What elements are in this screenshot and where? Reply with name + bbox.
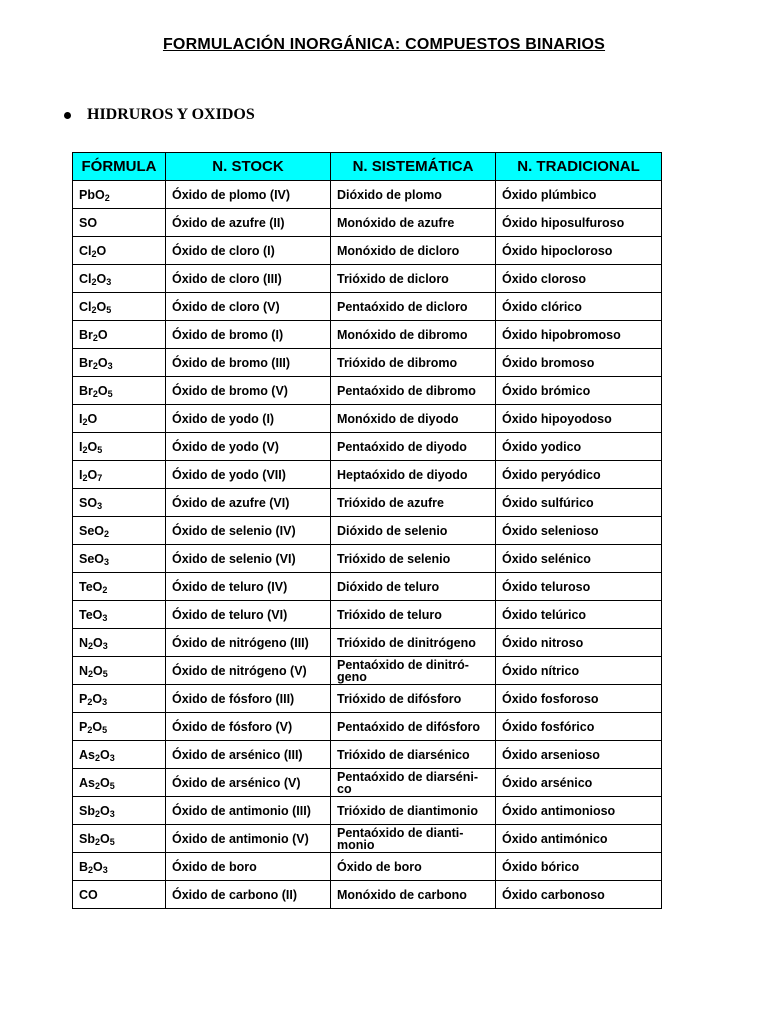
formula-subscript: 3 [104,556,110,567]
formula-subscript: 3 [102,612,108,623]
formula-symbol: O [93,859,103,874]
formula-cell [73,881,166,909]
formula-symbol: O [87,467,98,482]
formula-symbol: O [96,299,107,314]
oxides-table [72,152,662,909]
tradicional-cell: Óxido hipobromoso [496,321,662,349]
formula-cell [73,853,166,881]
formula-subscript: 5 [107,388,113,399]
stock-cell: Óxido de boro [166,853,331,881]
formula-cell [73,237,166,265]
formula-symbol: Se [79,551,95,566]
formula-cell [73,349,166,377]
formula-symbol: S [79,495,88,510]
formula-symbol: P [79,691,88,706]
stock-cell: Óxido de fósforo (III) [166,685,331,713]
formula-symbol: O [92,691,103,706]
table-row [73,461,662,489]
tradicional-cell: Óxido fosfórico [496,713,662,741]
stock-cell: Óxido de teluro (VI) [166,601,331,629]
sistematica-cell: Trióxido de diantimonio [331,797,496,825]
formula-subscript: 2 [94,780,100,791]
stock-cell: Óxido de yodo (VII) [166,461,331,489]
formula-cell [73,265,166,293]
stock-cell: Óxido de cloro (V) [166,293,331,321]
formula-symbol: O [100,775,110,790]
tradicional-cell: Óxido hipocloroso [496,237,662,265]
sistematica-cell: Trióxido de teluro [331,601,496,629]
formula-cell [73,433,166,461]
formula-subscript: 3 [109,752,115,763]
sistematica-cell: Monóxido de dicloro [331,237,496,265]
table-row [73,181,662,209]
stock-cell: Óxido de nitrógeno (III) [166,629,331,657]
formula-subscript: 5 [106,304,112,315]
formula-symbol: Te [79,579,93,594]
table-row [73,713,662,741]
bullet-icon [64,112,71,119]
formula-subscript: 5 [102,724,108,735]
stock-cell: Óxido de cloro (III) [166,265,331,293]
sistematica-cell: Pentaóxido de dibromo [331,377,496,405]
stock-cell: Óxido de yodo (V) [166,433,331,461]
formula-symbol: O [94,187,105,202]
table-row [73,517,662,545]
stock-cell: Óxido de arsénico (III) [166,741,331,769]
table-row [73,237,662,265]
sistematica-cell: Trióxido de azufre [331,489,496,517]
tradicional-cell: Óxido nitroso [496,629,662,657]
formula-subscript: 2 [88,668,94,679]
table-row [73,853,662,881]
table-header-row [73,153,662,181]
tradicional-cell: Óxido selenioso [496,517,662,545]
sistematica-cell: Pentaóxido de dicloro [331,293,496,321]
tradicional-cell: Óxido antimónico [496,825,662,853]
formula-subscript: 5 [109,836,115,847]
formula-subscript: 2 [94,808,100,819]
tradicional-cell: Óxido clórico [496,293,662,321]
sistematica-cell: Dióxido de teluro [331,573,496,601]
tradicional-cell: Óxido carbonoso [496,881,662,909]
tradicional-cell: Óxido bromoso [496,349,662,377]
formula-subscript: 2 [88,640,94,651]
formula-subscript: 5 [97,444,103,455]
formula-symbol: I [79,439,83,454]
stock-cell: Óxido de bromo (V) [166,377,331,405]
tradicional-cell: Óxido antimonioso [496,797,662,825]
sistematica-cell: Dióxido de plomo [331,181,496,209]
formula-symbol: Br [79,355,93,370]
formula-subscript: 2 [87,696,93,707]
formula-subscript: 2 [92,388,98,399]
sistematica-cell: Trióxido de diarsénico [331,741,496,769]
formula-symbol: O [96,243,107,258]
stock-cell: Óxido de nitrógeno (V) [166,657,331,685]
formula-cell [73,769,166,797]
stock-cell: Óxido de antimonio (V) [166,825,331,853]
formula-subscript: 2 [91,248,97,259]
formula-symbol: Sb [79,803,95,818]
formula-subscript: 2 [82,416,88,427]
table-row [73,741,662,769]
formula-symbol: N [79,635,89,650]
sistematica-cell: Pentaóxido de dianti- monio [331,825,496,853]
table-row [73,657,662,685]
formula-subscript: 2 [87,724,93,735]
formula-symbol: O [94,551,105,566]
formula-symbol: O [100,803,110,818]
formula-symbol: O [87,439,98,454]
formula-symbol: O [87,411,98,426]
formula-subscript: 2 [104,192,110,203]
table-row [73,881,662,909]
formula-symbol: O [97,327,108,342]
formula-symbol: Te [79,607,93,622]
header-tradicional: N. TRADICIONAL [496,153,662,181]
formula-subscript: 5 [102,668,108,679]
sistematica-cell: Pentaóxido de dinitró- geno [331,657,496,685]
tradicional-cell: Óxido yodico [496,433,662,461]
formula-symbol: Br [79,327,93,342]
formula-subscript: 3 [107,360,113,371]
table-row [73,209,662,237]
formula-cell [73,629,166,657]
table-row [73,489,662,517]
table-row [73,433,662,461]
tradicional-cell: Óxido teluroso [496,573,662,601]
header-stock: N. STOCK [166,153,331,181]
section-heading-label: HIDRUROS Y OXIDOS [87,106,255,123]
table-row [73,265,662,293]
tradicional-cell: Óxido nítrico [496,657,662,685]
section-heading [64,106,255,124]
table-row [73,601,662,629]
formula-symbol: O [93,663,103,678]
tradicional-cell: Óxido cloroso [496,265,662,293]
tradicional-cell: Óxido arsénico [496,769,662,797]
table-row [73,685,662,713]
table-row [73,797,662,825]
formula-symbol: O [97,383,108,398]
formula-symbol: O [92,579,103,594]
formula-subscript: 7 [97,472,103,483]
formula-symbol: O [100,831,110,846]
sistematica-cell: Trióxido de selenio [331,545,496,573]
formula-subscript: 3 [97,500,103,511]
formula-symbol: N [79,663,89,678]
formula-cell [73,489,166,517]
formula-cell [73,321,166,349]
formula-symbol: Cl [79,243,92,258]
formula-subscript: 3 [106,276,112,287]
formula-cell [73,713,166,741]
tradicional-cell: Óxido telúrico [496,601,662,629]
stock-cell: Óxido de selenio (IV) [166,517,331,545]
sistematica-cell: Trióxido de dibromo [331,349,496,377]
table-row [73,825,662,853]
formula-subscript: 2 [102,584,108,595]
tradicional-cell: Óxido selénico [496,545,662,573]
formula-subscript: 3 [102,696,108,707]
tradicional-cell: Óxido brómico [496,377,662,405]
sistematica-cell: Pentaóxido de diarséni- co [331,769,496,797]
formula-cell [73,657,166,685]
header-formula: FÓRMULA [73,153,166,181]
formula-cell [73,601,166,629]
stock-cell: Óxido de selenio (VI) [166,545,331,573]
formula-subscript: 3 [102,640,108,651]
sistematica-cell: Pentaóxido de difósforo [331,713,496,741]
formula-subscript: 2 [94,752,100,763]
stock-cell: Óxido de bromo (III) [166,349,331,377]
table-row [73,293,662,321]
sistematica-cell: Monóxido de dibromo [331,321,496,349]
formula-symbol: CO [79,887,98,902]
sistematica-cell: Óxido de boro [331,853,496,881]
formula-symbol: Cl [79,271,92,286]
formula-subscript: 2 [82,472,88,483]
stock-cell: Óxido de azufre (II) [166,209,331,237]
table-body [73,181,662,909]
table-row [73,769,662,797]
stock-cell: Óxido de carbono (II) [166,881,331,909]
formula-symbol: SO [79,215,98,230]
formula-symbol: Pb [79,187,95,202]
formula-subscript: 2 [88,864,94,875]
formula-cell [73,405,166,433]
formula-subscript: 3 [109,808,115,819]
formula-symbol: Cl [79,299,92,314]
formula-symbol: O [93,635,103,650]
formula-symbol: O [92,719,103,734]
formula-symbol: O [87,495,98,510]
tradicional-cell: Óxido hipoyodoso [496,405,662,433]
formula-subscript: 2 [92,360,98,371]
sistematica-cell: Trióxido de dicloro [331,265,496,293]
sistematica-cell: Monóxido de carbono [331,881,496,909]
formula-symbol: O [96,271,107,286]
formula-cell [73,181,166,209]
table-row [73,573,662,601]
formula-symbol: I [79,467,83,482]
formula-symbol: P [79,719,88,734]
formula-symbol: O [92,607,103,622]
formula-subscript: 3 [102,864,108,875]
tradicional-cell: Óxido arsenioso [496,741,662,769]
stock-cell: Óxido de plomo (IV) [166,181,331,209]
tradicional-cell: Óxido bórico [496,853,662,881]
stock-cell: Óxido de cloro (I) [166,237,331,265]
formula-subscript: 2 [91,304,97,315]
formula-cell [73,517,166,545]
tradicional-cell: Óxido sulfúrico [496,489,662,517]
formula-symbol: As [79,775,95,790]
formula-cell [73,797,166,825]
formula-symbol: I [79,411,83,426]
table-row [73,321,662,349]
stock-cell: Óxido de antimonio (III) [166,797,331,825]
stock-cell: Óxido de arsénico (V) [166,769,331,797]
formula-symbol: Se [79,523,95,538]
formula-cell [73,685,166,713]
formula-cell [73,741,166,769]
formula-cell [73,377,166,405]
formula-symbol: Sb [79,831,95,846]
sistematica-cell: Heptaóxido de diyodo [331,461,496,489]
stock-cell: Óxido de azufre (VI) [166,489,331,517]
page-title: FORMULACIÓN INORGÁNICA: COMPUESTOS BINARIOS [162,36,606,53]
formula-symbol: As [79,747,95,762]
formula-cell [73,573,166,601]
formula-subscript: 2 [104,528,110,539]
table-row [73,629,662,657]
table-row [73,545,662,573]
stock-cell: Óxido de bromo (I) [166,321,331,349]
table-row [73,377,662,405]
formula-symbol: O [97,355,108,370]
stock-cell: Óxido de yodo (I) [166,405,331,433]
formula-cell [73,825,166,853]
formula-cell [73,461,166,489]
formula-cell [73,545,166,573]
header-sistematica: N. SISTEMÁTICA [331,153,496,181]
table-row [73,349,662,377]
formula-symbol: Br [79,383,93,398]
formula-cell [73,209,166,237]
formula-symbol: B [79,859,89,874]
tradicional-cell: Óxido peryódico [496,461,662,489]
sistematica-cell: Monóxido de diyodo [331,405,496,433]
formula-symbol: O [94,523,105,538]
sistematica-cell: Trióxido de difósforo [331,685,496,713]
tradicional-cell: Óxido fosforoso [496,685,662,713]
stock-cell: Óxido de fósforo (V) [166,713,331,741]
sistematica-cell: Pentaóxido de diyodo [331,433,496,461]
sistematica-cell: Monóxido de azufre [331,209,496,237]
sistematica-cell: Dióxido de selenio [331,517,496,545]
tradicional-cell: Óxido plúmbico [496,181,662,209]
formula-subscript: 2 [91,276,97,287]
formula-subscript: 2 [82,444,88,455]
formula-subscript: 2 [94,836,100,847]
formula-symbol: O [100,747,110,762]
table-row [73,405,662,433]
formula-subscript: 5 [109,780,115,791]
tradicional-cell: Óxido hiposulfuroso [496,209,662,237]
formula-cell [73,293,166,321]
formula-subscript: 2 [92,332,98,343]
sistematica-cell: Trióxido de dinitrógeno [331,629,496,657]
stock-cell: Óxido de teluro (IV) [166,573,331,601]
